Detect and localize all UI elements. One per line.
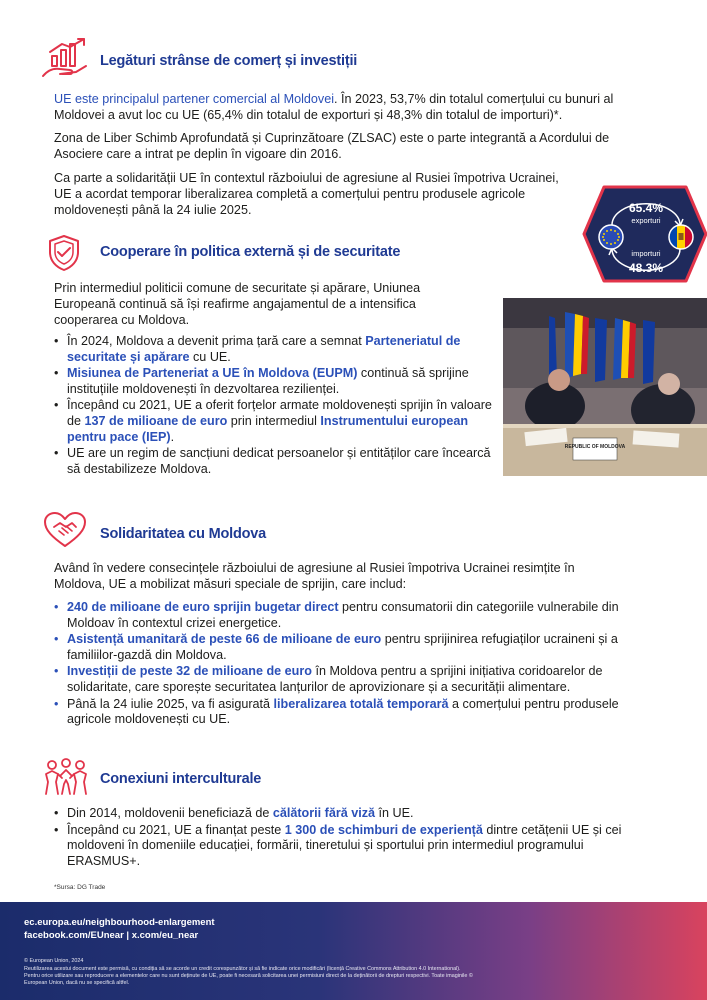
- trade-share-badge: [582, 183, 707, 285]
- list-item: • Din 2014, moldovenii beneficiază de călătorii fără viză în UE.: [54, 806, 654, 822]
- security-section-title: Cooperare în politica externă și de securitate: [100, 244, 401, 260]
- trade-section-title: Legături strânse de comerț și investiții: [100, 53, 358, 69]
- trade-badge-shape: [582, 183, 707, 285]
- trade-paragraph-2: Zona de Liber Schimb Aprofundată și Cuprinzătoare (ZLSAC) este o parte integrantă a Acordului de Asociere care a intrat pe deplin în vigoare din 2016.: [54, 131, 610, 161]
- legal-text-1: Reutilizarea acestui document este permisă, cu condiția să se acorde un credit corespunzător și să fie indicate orice modificări (licență Creative Commons Attribution 4.0 International).: [24, 966, 461, 972]
- footer: [0, 902, 707, 1000]
- trade-growth-icon: [40, 36, 90, 80]
- list-item: • Misiunea de Parteneriat a UE în Moldova (EUPM) continuă să sprijine instituțiile moldovenești în dezvoltarea rezilienței.: [54, 366, 504, 397]
- exports-label: exporturi: [631, 216, 661, 225]
- list-item: • În 2024, Moldova a devenit prima țară care a semnat Parteneriatul de securitate și apărare cu UE.: [54, 334, 504, 365]
- legal-text-3: European Union, dacă nu se specifică altfel.: [24, 980, 130, 986]
- security-intro: Prin intermediul politicii comune de securitate și apărare, Uniunea Europeană continuă să își reafirme angajamentul de a intensifica cooperarea cu Moldova.: [54, 281, 421, 327]
- security-bullet-list: [54, 334, 504, 478]
- culture-bullet-list: [54, 806, 654, 870]
- source-note: *Sursa: DG Trade: [54, 884, 106, 891]
- solidarity-intro: Având în vedere consecințele războiului de agresiune al Rusiei împotriva Ucrainei resimțite în Moldova, UE a mobilizat măsuri speciale de sprijin, care includ:: [54, 561, 575, 591]
- people-network-icon: [42, 758, 90, 798]
- imports-label: importuri: [631, 249, 661, 258]
- culture-section-title: Conexiuni interculturale: [100, 771, 262, 787]
- exports-value: 65.4%: [628, 201, 664, 215]
- shield-check-icon: [44, 233, 84, 273]
- trade-paragraph-3: Ca parte a solidarității UE în contextul războiului de agresiune al Rusiei împotriva Ucrainei, UE a acordat temporar liberalizarea completă a comerțului pentru produsele agricole moldovenești până la 24 iulie 2025.: [54, 171, 559, 217]
- list-item: • Începând cu 2021, UE a oferit forțelor armate moldovenești sprijin în valoare de 137 de milioane de euro prin intermediul Instrumentului european pentru pace (IEP).: [54, 398, 504, 445]
- trade-highlight-main-partner: UE este principalul partener comercial al Moldovei: [54, 92, 334, 106]
- list-item: • Investiții de peste 32 de milioane de euro în Moldova pentru a sprijini inițiativa coridoarelor de solidaritate, care sporește securitatea lanțurilor de aprovizionare și a securității alimentare.: [54, 664, 654, 695]
- legal-text-2: Pentru orice utilizare sau reproducere a elementelor care nu sunt deținute de UE, poate fi necesară solicitarea unei permisiuni direct de la deținătorii de drepturi respectivi. Toate imaginile ©: [24, 973, 473, 979]
- solidarity-bullet-list: [54, 600, 654, 729]
- list-item: • Până la 24 iulie 2025, va fi asigurată liberalizarea totală temporară a comerțului pentru produsele agricole moldovenești cu UE.: [54, 697, 654, 728]
- trade-paragraph-1: UE este principalul partener comercial al Moldovei. În 2023, 53,7% din totalul comerțului cu bunuri al Moldovei a avut loc cu UE (65,4% din totalul de exporturi și 48,3% din totalul de importuri)*.: [54, 92, 614, 122]
- imports-value: 48.3%: [628, 261, 664, 275]
- copyright-text: © European Union, 2024: [24, 958, 84, 964]
- eu-flag-icon: [599, 225, 623, 249]
- solidarity-section-title: Solidaritatea cu Moldova: [100, 526, 267, 542]
- website-link[interactable]: ec.europa.eu/neighbourhood-enlargement: [24, 917, 215, 928]
- list-item: • Asistență umanitară de peste 66 de milioane de euro pentru sprijinirea refugiaților ucraineni și a familiilor-gazdă din Moldova.: [54, 632, 654, 663]
- list-item: • UE are un regim de sancțiuni dedicat persoanelor și entităților care încearcă să destabilizeze Moldova.: [54, 446, 504, 477]
- photo-name-card: REPUBLIC OF MOLDOVA: [564, 444, 626, 450]
- social-links[interactable]: facebook.com/EUnear | x.com/eu_near: [24, 930, 199, 941]
- moldova-flag-icon: [669, 225, 693, 249]
- signing-ceremony-photo: [503, 298, 707, 476]
- list-item: • Începând cu 2021, UE a finanțat peste 1 300 de schimburi de experiență dintre cetățenii UE și cei moldoveni în domeniile educației, formării, tineretului și sportului prin intermediul programului ERASMUS+.: [54, 823, 654, 870]
- list-item: • 240 de milioane de euro sprijin bugetar direct pentru consumatorii din categoriile vulnerabile din Moldoav în contextul crizei energetice.: [54, 600, 654, 631]
- handshake-heart-icon: [42, 510, 88, 550]
